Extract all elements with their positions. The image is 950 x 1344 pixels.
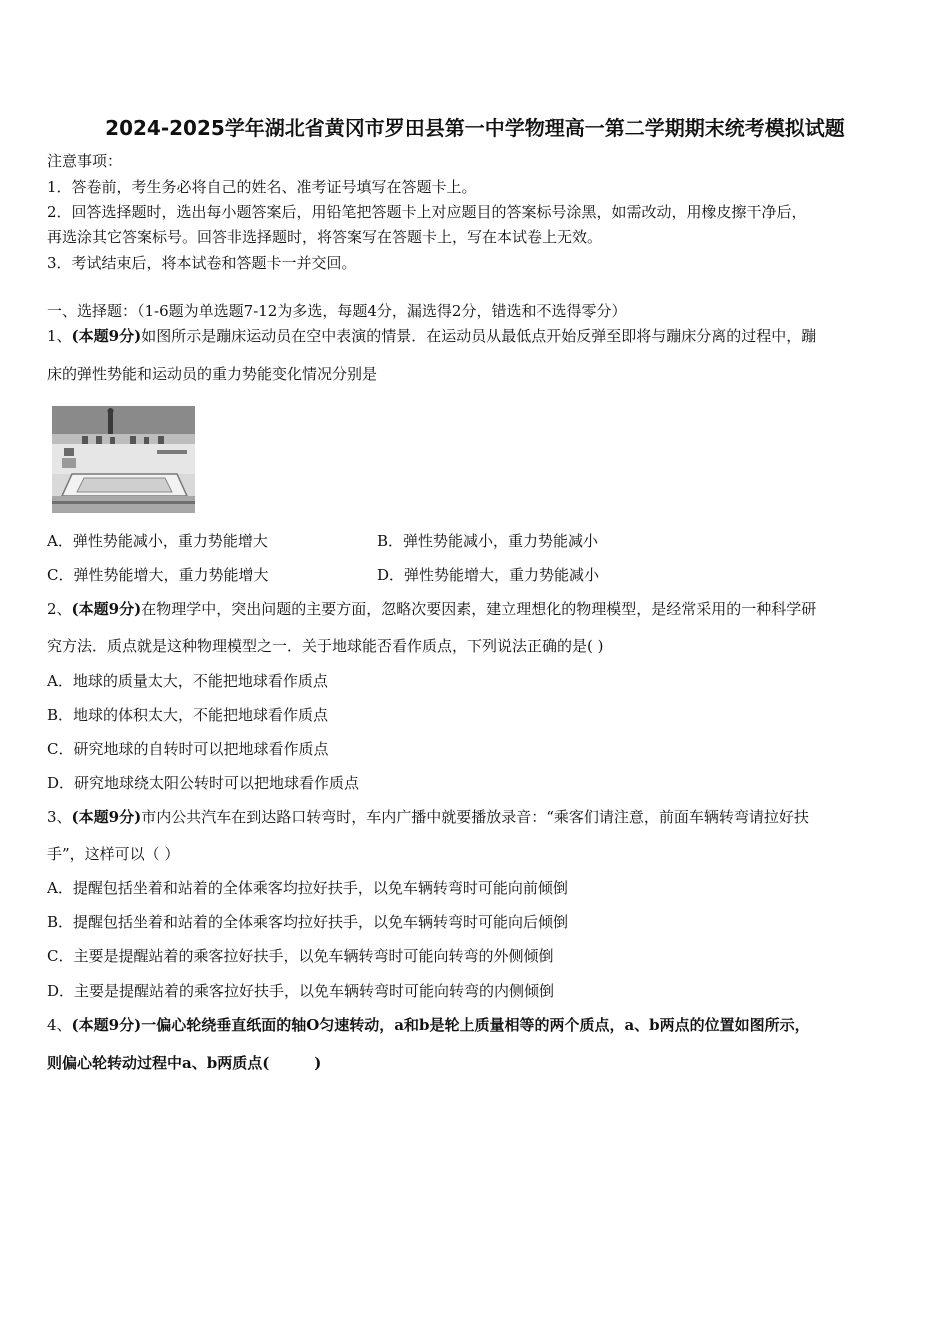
section-heading: 一、选择题：（1-6题为单选题7-12为多选，每题4分，漏选得2分，错选和不选得零分） — [47, 302, 627, 320]
q3-stem: 市内公共汽车在到达路口转弯时，车内广播中就要播放录音：“乘客们请注意，前面车辆转弯请拉好扶 — [141, 808, 809, 826]
q2-stem: 在物理学中，突出问题的主要方面，忽略次要因素，建立理想化的物理模型，是经常采用的一种科学研 — [141, 600, 817, 618]
q1-line2: 床的弹性势能和运动员的重力势能变化情况分别是 — [47, 365, 378, 383]
q4-number: 4、 — [47, 1016, 72, 1034]
q4-score: (本题9分) — [71, 1016, 142, 1034]
q2-number: 2、 — [47, 600, 72, 618]
notice-item-1: 1．答卷前，考生务必将自己的姓名、准考证号填写在答题卡上。 — [47, 178, 477, 196]
q3-option-a: A．提醒包括坐着和站着的全体乘客均拉好扶手，以免车辆转弯时可能向前倾倒 — [47, 879, 568, 897]
q1-option-d: D．弹性势能增大，重力势能减小 — [377, 566, 600, 584]
notice-item-2-cont: 再选涂其它答案标号。回答非选择题时，将答案写在答题卡上，写在本试卷上无效。 — [47, 228, 603, 246]
q2-option-d: D．研究地球绕太阳公转时可以把地球看作质点 — [47, 774, 360, 792]
notice-item-3: 3．考试结束后，将本试卷和答题卡一并交回。 — [47, 254, 357, 272]
q2-option-b: B．地球的体积太大，不能把地球看作质点 — [47, 706, 329, 724]
q2-option-c: C．研究地球的自转时可以把地球看作质点 — [47, 740, 329, 758]
notice-heading: 注意事项： — [47, 152, 123, 170]
q2-score: (本题9分) — [71, 600, 142, 618]
q3-line2: 手”，这样可以（ ） — [47, 845, 180, 863]
q1-number: 1、 — [47, 327, 72, 345]
q2-line1 — [47, 599, 816, 619]
page-title: 2024-2025学年湖北省黄冈市罗田县第一中学物理高一第二学期期末统考模拟试题 — [105, 116, 845, 140]
q1-option-c: C．弹性势能增大，重力势能增大 — [47, 566, 269, 584]
q4-line1 — [47, 1015, 810, 1035]
q4-line2: 则偏心轮转动过程中a、b两质点( ) — [47, 1054, 322, 1072]
q3-option-d: D．主要是提醒站着的乘客拉好扶手，以免车辆转弯时可能向转弯的内侧倾倒 — [47, 982, 555, 1000]
q1-score: (本题9分) — [71, 327, 142, 345]
q1-option-b: B．弹性势能减小，重力势能减小 — [377, 532, 599, 550]
q1-line1 — [47, 326, 816, 346]
notice-item-2: 2．回答选择题时，选出每小题答案后，用铅笔把答题卡上对应题目的答案标号涂黑，如需改动，用橡皮擦干净后， — [47, 203, 807, 221]
q3-line1 — [47, 807, 809, 827]
q2-line2: 究方法．质点就是这种物理模型之一．关于地球能否看作质点，下列说法正确的是( ) — [47, 637, 604, 655]
q1-option-a: A．弹性势能减小，重力势能增大 — [47, 532, 268, 550]
trampoline-photo — [52, 406, 195, 513]
q1-stem: 如图所示是蹦床运动员在空中表演的情景．在运动员从最低点开始反弹至即将与蹦床分离的过程中，蹦 — [141, 327, 817, 345]
q4-stem: 一偏心轮绕垂直纸面的轴O匀速转动，a和b是轮上质量相等的两个质点，a、b两点的位置如图所示， — [141, 1016, 810, 1034]
q3-number: 3、 — [47, 808, 72, 826]
q3-score: (本题9分) — [71, 808, 142, 826]
q2-option-a: A．地球的质量太大，不能把地球看作质点 — [47, 672, 328, 690]
q3-option-b: B．提醒包括坐着和站着的全体乘客均拉好扶手，以免车辆转弯时可能向后倾倒 — [47, 913, 569, 931]
q3-option-c: C．主要是提醒站着的乘客拉好扶手，以免车辆转弯时可能向转弯的外侧倾倒 — [47, 947, 554, 965]
